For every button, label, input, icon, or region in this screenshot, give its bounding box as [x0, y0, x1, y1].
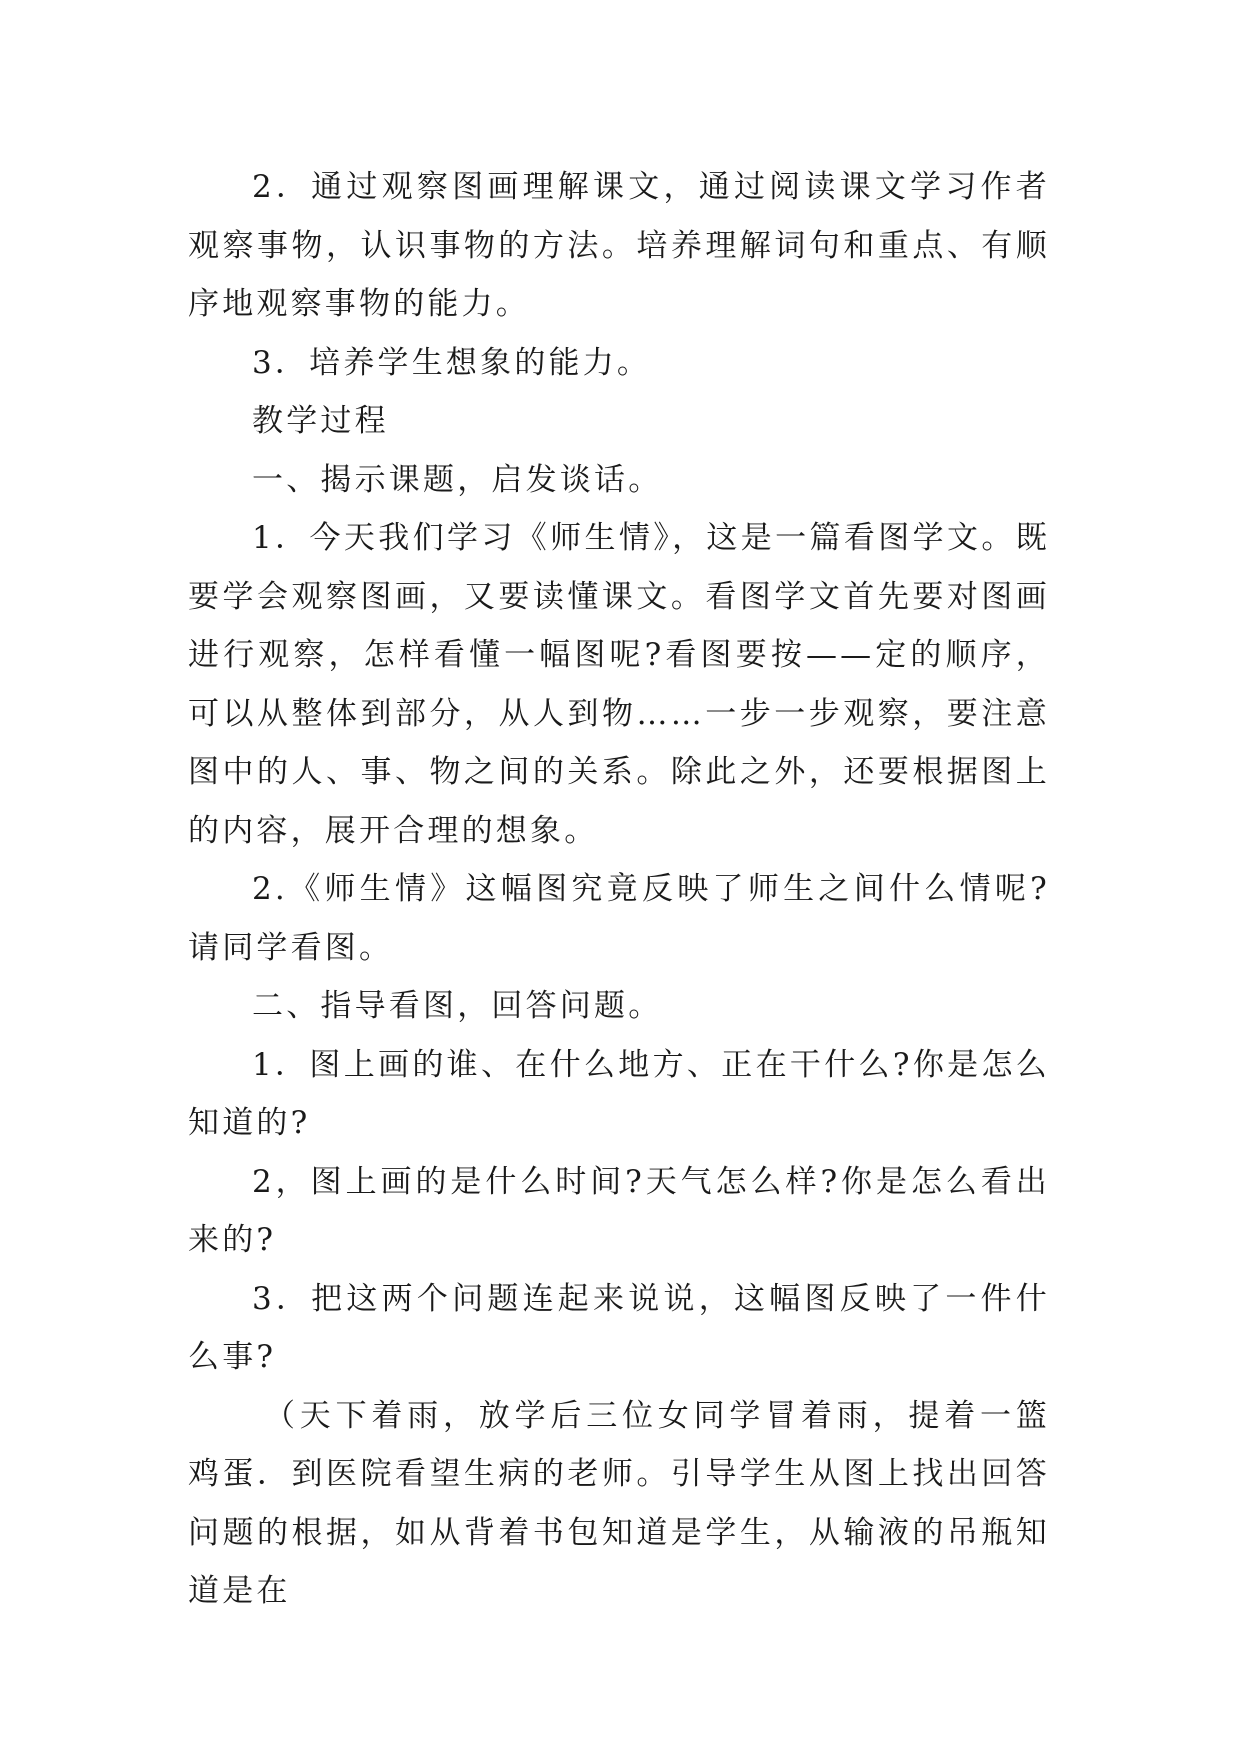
paragraph-step-1-1: 1．今天我们学习《师生情》，这是一篇看图学文。既要学会观察图画，又要读懂课文。看图学文首先要对图画进行观察，怎样看懂一幅图呢?看图要按——定的顺序，可以从整体到部分，从人到物……一步一步观察，要注意图中的人、事、物之间的关系。除此之外，还要根据图上的内容，展开合理的想象。 [188, 520, 1050, 849]
document-body [188, 158, 1050, 1621]
paragraph-question-2: 2，图上画的是什么时间?天气怎么样?你是怎么看出来的? [188, 1163, 1050, 1258]
paragraph-question-3: 3．把这两个问题连起来说说，这幅图反映了一件什么事? [188, 1280, 1050, 1375]
paragraph-objective-2: 2．通过观察图画理解课文，通过阅读课文学习作者观察事物，认识事物的方法。培养理解词句和重点、有顺序地观察事物的能力。 [188, 169, 1050, 322]
paragraph-step-1-2: 2.《师生情》这幅图究竟反映了师生之间什么情呢?请同学看图。 [188, 871, 1050, 966]
section-heading-part-1: 一、揭示课题，启发谈话。 [252, 461, 663, 498]
paragraph-question-1: 1．图上画的谁、在什么地方、正在干什么?你是怎么知道的? [188, 1046, 1050, 1141]
paragraph-objective-3: 3．培养学生想象的能力。 [252, 344, 652, 381]
section-heading-teaching-process: 教学过程 [252, 403, 389, 439]
section-heading-part-2: 二、指导看图，回答问题。 [252, 988, 663, 1024]
paragraph-answer-note: （天下着雨，放学后三位女同学冒着雨，提着一篮鸡蛋．到医院看望生病的老师。引导学生从图上找出回答问题的根据，如从背着书包知道是学生，从输液的吊瓶知道是在 [188, 1397, 1050, 1609]
